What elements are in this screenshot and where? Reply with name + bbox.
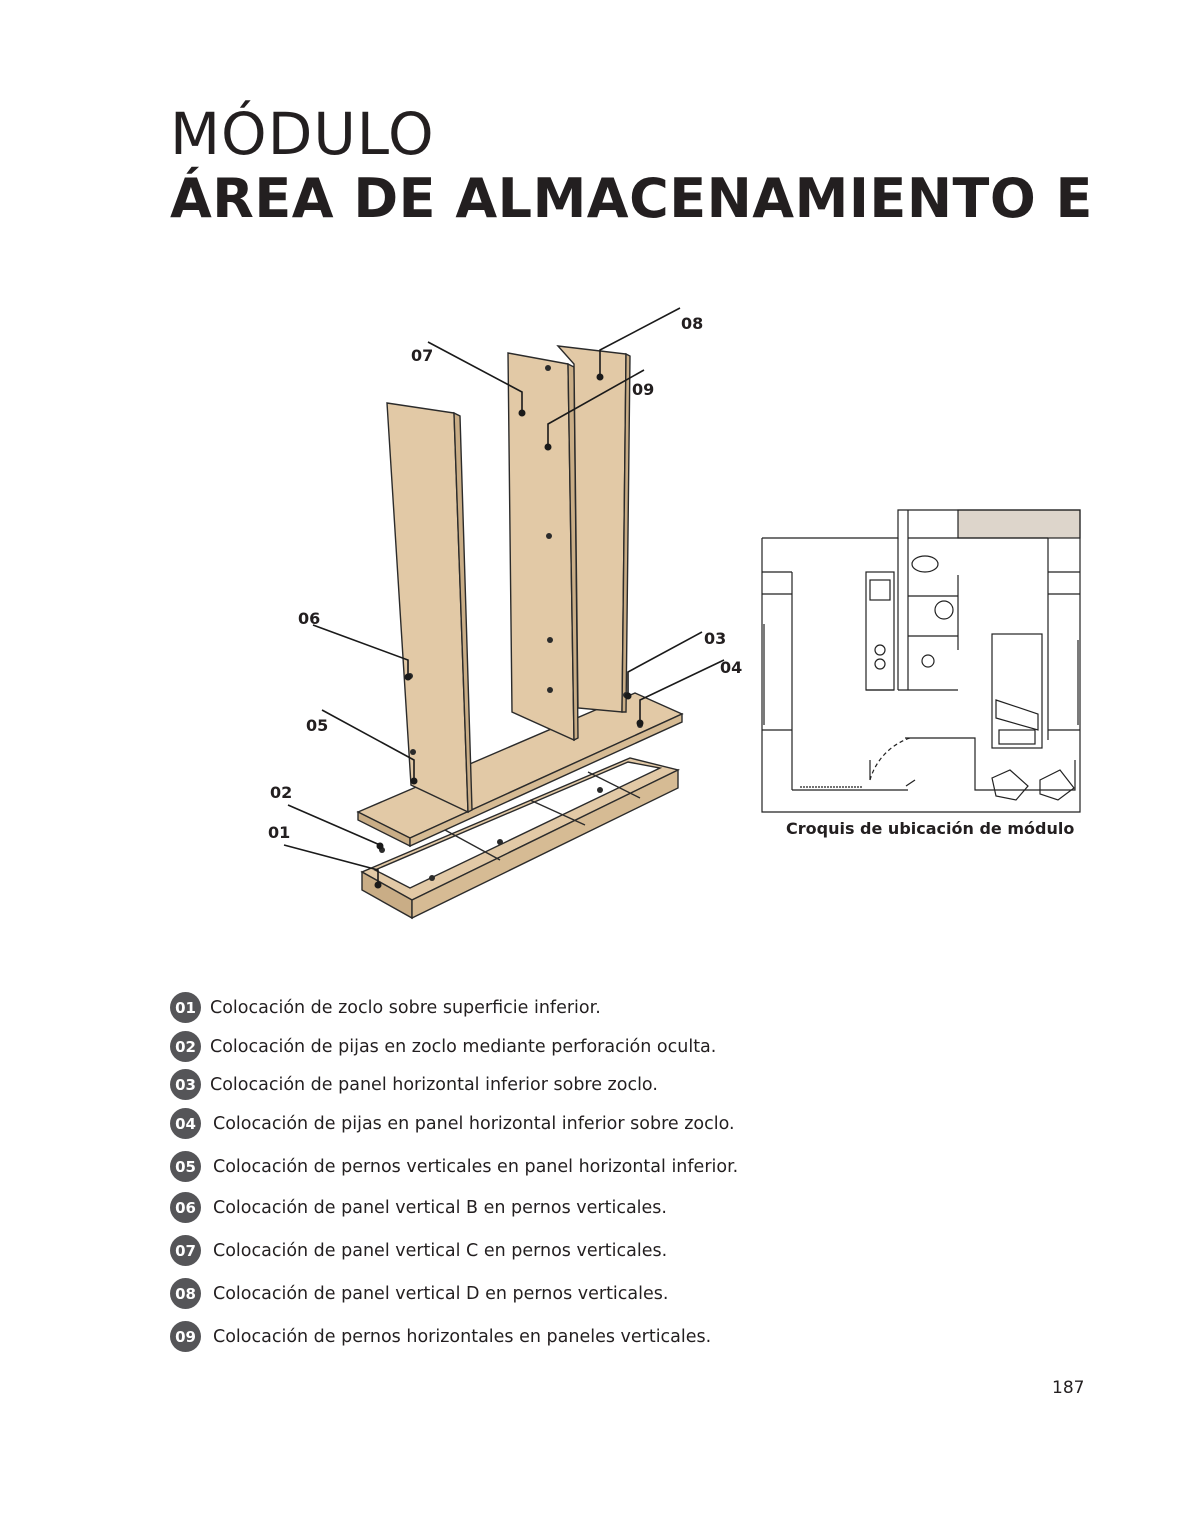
callout-09: 09: [632, 380, 655, 399]
location-floor-plan: [760, 508, 1085, 813]
callout-05: 05: [306, 716, 329, 735]
step-description: Colocación de pernos verticales en panel horizontal inferior.: [213, 1156, 739, 1177]
step-number-badge: 08: [170, 1278, 201, 1309]
module-subtitle: ÁREA DE ALMACENAMIENTO E: [170, 167, 1093, 230]
step-description: Colocación de panel vertical D en pernos verticales.: [213, 1283, 669, 1304]
list-item: [170, 1108, 735, 1139]
step-description: Colocación de pijas en zoclo mediante perforación oculta.: [210, 1036, 717, 1057]
list-item: [170, 1069, 658, 1100]
callout-03: 03: [704, 629, 727, 648]
step-number-badge: 07: [170, 1235, 201, 1266]
list-item: [170, 1192, 667, 1223]
callout-06: 06: [298, 609, 321, 628]
step-number-badge: 06: [170, 1192, 201, 1223]
module-title: MÓDULO: [170, 100, 435, 168]
list-item: [170, 1235, 667, 1266]
step-number-badge: 01: [170, 992, 201, 1023]
callout-08: 08: [681, 314, 704, 333]
vertical-panel-c: [508, 353, 578, 740]
page-number: 187: [1052, 1378, 1085, 1398]
step-number-badge: 03: [170, 1069, 201, 1100]
step-description: Colocación de panel vertical B en pernos verticales.: [213, 1197, 667, 1218]
list-item: [170, 1278, 668, 1309]
step-description: Colocación de panel horizontal inferior sobre zoclo.: [210, 1074, 658, 1095]
list-item: [170, 1031, 716, 1062]
callout-04: 04: [720, 658, 743, 677]
step-number-badge: 05: [170, 1151, 201, 1182]
step-description: Colocación de panel vertical C en pernos verticales.: [213, 1240, 668, 1261]
step-number-badge: 02: [170, 1031, 201, 1062]
step-number-badge: 04: [170, 1108, 201, 1139]
step-description: Colocación de zoclo sobre superficie inferior.: [210, 997, 601, 1018]
plan-caption: Croquis de ubicación de módulo: [786, 819, 1075, 838]
callout-01: 01: [268, 823, 291, 842]
list-item: [170, 1151, 738, 1182]
step-number-badge: 09: [170, 1321, 201, 1352]
vertical-panel-b: [387, 403, 472, 812]
assembly-diagram: [250, 295, 770, 975]
callout-02: 02: [270, 783, 293, 802]
list-item: [170, 1321, 711, 1352]
callout-07: 07: [411, 346, 434, 365]
list-item: [170, 992, 601, 1023]
step-description: Colocación de pernos horizontales en paneles verticales.: [213, 1326, 712, 1347]
step-description: Colocación de pijas en panel horizontal inferior sobre zoclo.: [213, 1113, 735, 1134]
